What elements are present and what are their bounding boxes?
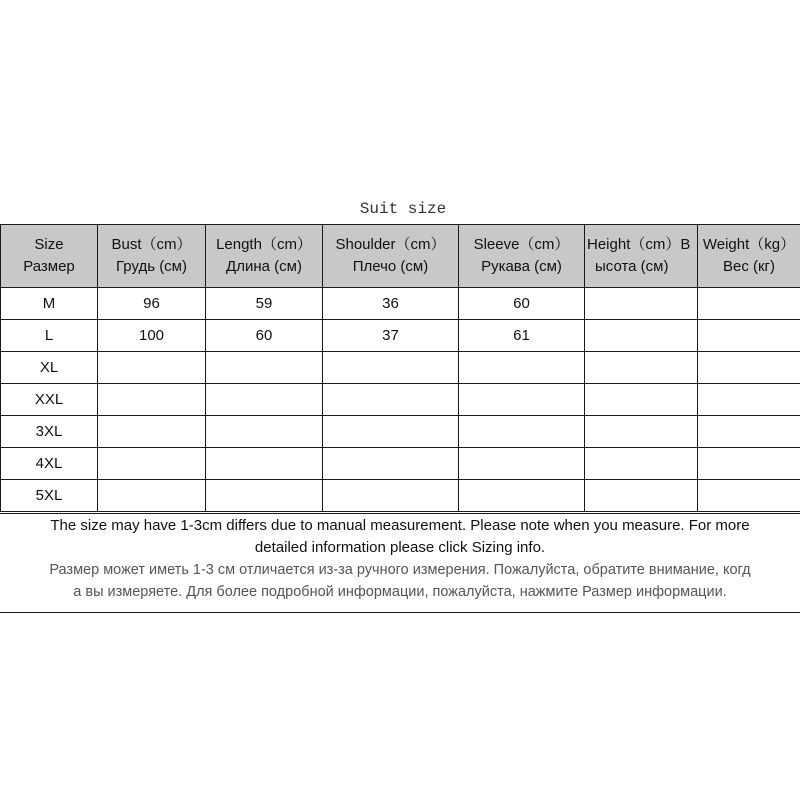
header-shoulder: Shoulder（cm） Плечо (см) bbox=[323, 225, 459, 288]
length-cell: 60 bbox=[206, 320, 323, 352]
height-cell bbox=[585, 416, 698, 448]
length-cell bbox=[206, 352, 323, 384]
table-row bbox=[1, 320, 800, 352]
bust-cell bbox=[98, 352, 206, 384]
size-cell: 3XL bbox=[1, 416, 98, 448]
shoulder-cell bbox=[323, 384, 459, 416]
size-cell: XXL bbox=[1, 384, 98, 416]
weight-cell bbox=[698, 416, 800, 448]
height-cell bbox=[585, 448, 698, 480]
table-header-row bbox=[1, 225, 800, 288]
shoulder-cell bbox=[323, 416, 459, 448]
header-bust: Bust（cm） Грудь (см) bbox=[98, 225, 206, 288]
bust-cell bbox=[98, 480, 206, 512]
shoulder-cell bbox=[323, 480, 459, 512]
size-chart-table bbox=[0, 224, 800, 512]
table-row bbox=[1, 352, 800, 384]
table-row bbox=[1, 288, 800, 320]
sleeve-cell bbox=[459, 416, 585, 448]
sleeve-cell bbox=[459, 352, 585, 384]
size-cell: 4XL bbox=[1, 448, 98, 480]
note-english: The size may have 1-3cm differs due to manual measurement. Please note when you measure. For more detailed information please click Sizing info. bbox=[50, 517, 750, 556]
bust-cell bbox=[98, 416, 206, 448]
weight-cell bbox=[698, 448, 800, 480]
size-cell: M bbox=[1, 288, 98, 320]
bust-cell bbox=[98, 448, 206, 480]
bust-cell: 100 bbox=[98, 320, 206, 352]
weight-cell bbox=[698, 384, 800, 416]
table-row bbox=[1, 416, 800, 448]
height-cell bbox=[585, 288, 698, 320]
measurement-note bbox=[0, 513, 800, 613]
height-cell bbox=[585, 352, 698, 384]
sleeve-cell: 61 bbox=[459, 320, 585, 352]
table-row bbox=[1, 448, 800, 480]
size-cell: 5XL bbox=[1, 480, 98, 512]
bust-cell: 96 bbox=[98, 288, 206, 320]
header-size: Size Размер bbox=[1, 225, 98, 288]
weight-cell bbox=[698, 480, 800, 512]
shoulder-cell bbox=[323, 352, 459, 384]
header-height: Height（cm）В ысота (см) bbox=[585, 225, 698, 288]
table-row bbox=[1, 480, 800, 512]
table-row bbox=[1, 384, 800, 416]
length-cell bbox=[206, 448, 323, 480]
weight-cell bbox=[698, 288, 800, 320]
sleeve-cell bbox=[459, 448, 585, 480]
shoulder-cell bbox=[323, 448, 459, 480]
height-cell bbox=[585, 480, 698, 512]
weight-cell bbox=[698, 352, 800, 384]
header-weight: Weight（kg） Вес (кг) bbox=[698, 225, 800, 288]
bust-cell bbox=[98, 384, 206, 416]
length-cell: 59 bbox=[206, 288, 323, 320]
size-cell: L bbox=[1, 320, 98, 352]
length-cell bbox=[206, 416, 323, 448]
size-cell: XL bbox=[1, 352, 98, 384]
sleeve-cell: 60 bbox=[459, 288, 585, 320]
height-cell bbox=[585, 384, 698, 416]
header-sleeve: Sleeve（cm） Рукава (см) bbox=[459, 225, 585, 288]
weight-cell bbox=[698, 320, 800, 352]
shoulder-cell: 37 bbox=[323, 320, 459, 352]
sleeve-cell bbox=[459, 480, 585, 512]
header-length: Length（cm） Длина (см) bbox=[206, 225, 323, 288]
height-cell bbox=[585, 320, 698, 352]
length-cell bbox=[206, 480, 323, 512]
table-title: Suit size bbox=[359, 200, 447, 218]
note-russian: Размер может иметь 1-3 см отличается из-за ручного измерения. Пожалуйста, обратите внимание, когд а вы измеряете. Для более подробной информации, пожалуйста, нажмите Размер информации. bbox=[49, 562, 751, 600]
length-cell bbox=[206, 384, 323, 416]
sleeve-cell bbox=[459, 384, 585, 416]
shoulder-cell: 36 bbox=[323, 288, 459, 320]
